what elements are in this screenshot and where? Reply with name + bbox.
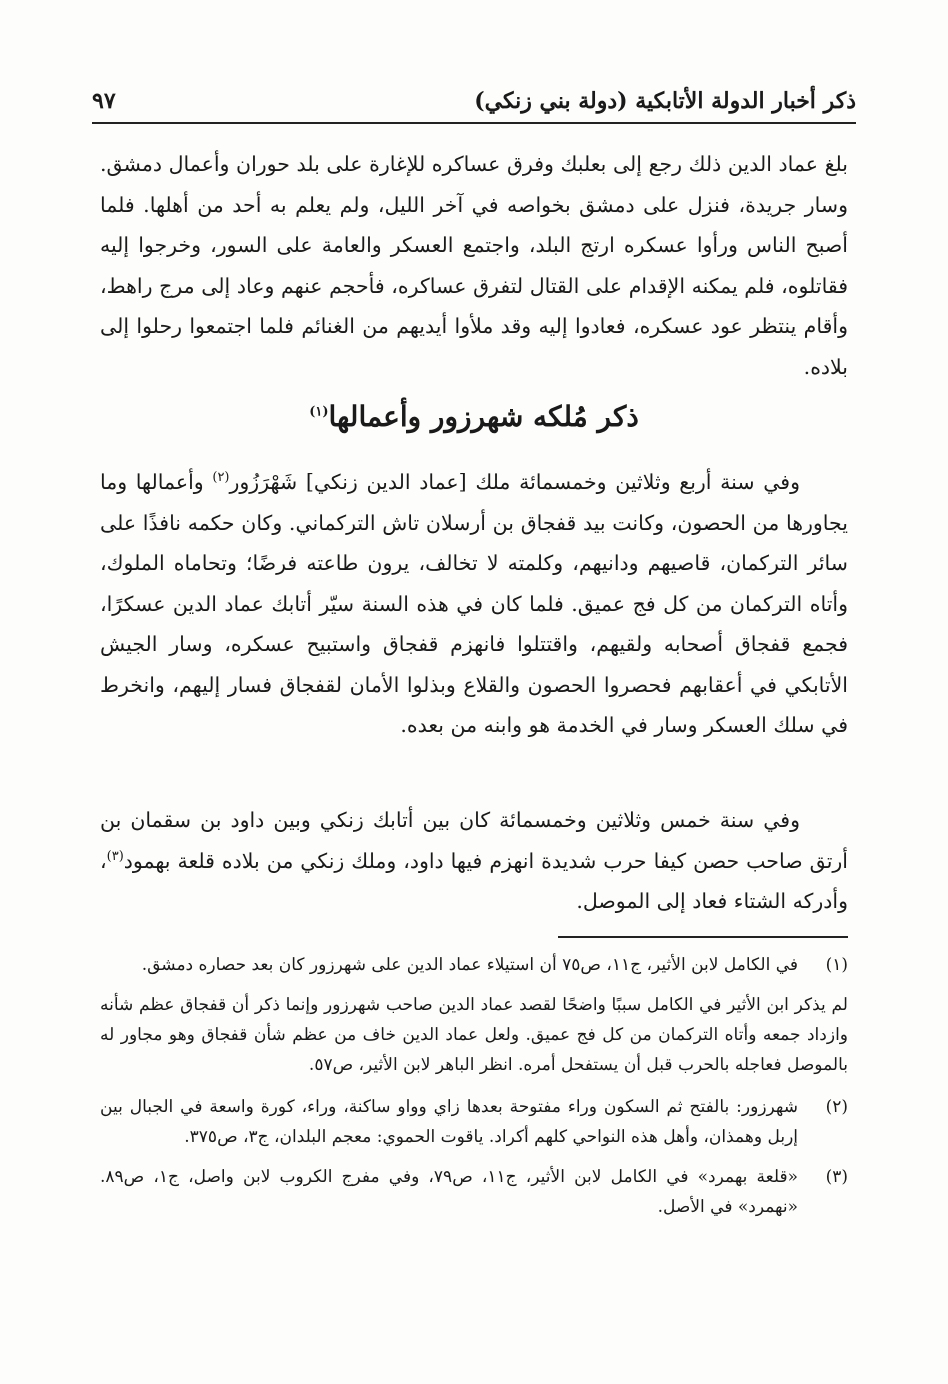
footnote-1-continuation: لم يذكر ابن الأثير في الكامل سببًا واضحًا لقصد عماد الدين صاحب شهرزور وإنما ذكر أن قفجاق عظم شأنه وازداد جمعه وأتاه التركمان من كل فج عميق. ولعل عماد الدين خاف من عظم شأن قفجاق وهو مجاور له بالموصل فعاجله بالحرب قبل أن يستفحل أمره. انظر الباهر لابن الأثير، ص٥٧. bbox=[100, 995, 848, 1075]
footnote-number: (٣) bbox=[825, 1167, 848, 1187]
footnotes bbox=[100, 950, 848, 1232]
footnote-number: (١) bbox=[825, 955, 848, 975]
running-header bbox=[92, 84, 856, 124]
footnote-2 bbox=[100, 1092, 848, 1152]
paragraph-1: بلغ عماد الدين ذلك رجع إلى بعلبك وفرق عساكره للإغارة على بلد حوران وأعمال دمشق. وسار جريدة، فنزل على دمشق بخواصه في آخر الليل، ولم يعلم به أحد من أهلها. فلما أصبح الناس ورأوا عسكره ارتج البلد، واجتمع العسكر والعامة على السور، وخرجوا إليه فقاتلوه، فلم يمكنه الإقدام على القتال لتفرق عساكره، فأحجم عنهم وعاد إلى مرج راهط، وأقام ينتظر عود عسكره، فعادوا إليه وقد ملأوا أيديهم من الغنائم فلما اجتمعوا رحلوا إلى بلاده. bbox=[100, 152, 848, 379]
section-heading bbox=[100, 400, 848, 433]
paragraph-3-part2: ، وأدركه الشتاء فعاد إلى الموصل. bbox=[100, 848, 848, 913]
footnote-divider bbox=[558, 936, 848, 938]
header-title: ذكر أخبار الدولة الأتابكية (دولة بني زنكي) bbox=[474, 88, 856, 114]
section-heading-text: ذكر مُلكه شهرزور وأعمالها bbox=[328, 400, 639, 433]
paragraph-3-part1: وفي سنة خمس وثلاثين وخمسمائة كان بين أتابك زنكي وبين داود بن سقمان بن أرتق صاحب حصن كيفا حرب شديدة انهزم فيها داود، وملك زنكي من بلاده قلعة بهمود bbox=[100, 808, 848, 873]
footnote-text: شهرزور: بالفتح ثم السكون وراء مفتوحة بعدها زاي وواو ساكنة، وراء، كورة واسعة في الجبال بين إربل وهمذان، وأهل هذه النواحي كلهم أكراد. ياقوت الحموي: معجم البلدان، ج٣، ص٣٧٥. bbox=[100, 1097, 798, 1147]
footnote-ref-3: (٣) bbox=[106, 848, 124, 864]
footnote-text: «قلعة بهمرد» في الكامل لابن الأثير، ج١١، ص٧٩، وفي مفرج الكروب لابن واصل، ج١، ص٨٩. «نهمرد» في الأصل. bbox=[100, 1167, 799, 1217]
footnote-1 bbox=[100, 950, 848, 980]
page-number: ٩٧ bbox=[92, 88, 116, 114]
footnote-text: في الكامل لابن الأثير، ج١١، ص٧٥ أن استيلاء عماد الدين على شهرزور كان بعد حصاره دمشق. bbox=[141, 955, 798, 975]
paragraph-2-part2: وأعمالها وما يجاورها من الحصون، وكانت بيد قفجاق بن أرسلان تاش التركماني. وكان حكمه نافذًا على سائر التركمان، قاصيهم ودانيهم، وكلمته لا تخالف، يرون طاعته فرضًا؛ وتحاماه الملوك، وأتاه التركمان من كل فج عميق. فلما كان في هذه السنة سيّر أتابك عماد الدين عسكرًا، فجمع قفجاق أصحابه ولقيهم، واقتتلوا فانهزم قفجاق واستبيح عسكره، وسار الجيش الأتابكي في أعقابهم فحصروا الحصون والقلاع وبذلوا الأمان لقفجاق فسار إليهم، وانخرط في سلك العسكر وسار في الخدمة هو وابنه من بعده. bbox=[100, 470, 848, 737]
paragraph-3 bbox=[100, 800, 848, 922]
paragraph-2-part1: وفي سنة أربع وثلاثين وخمسمائة ملك [عماد الدين زنكي] شَهْرَزُور bbox=[229, 470, 800, 494]
paragraph-2 bbox=[100, 462, 848, 746]
footnote-number: (٢) bbox=[825, 1097, 848, 1117]
heading-footnote-ref: (١) bbox=[309, 404, 329, 420]
footnote-3 bbox=[100, 1162, 848, 1222]
footnote-ref-2: (٢) bbox=[212, 470, 230, 486]
